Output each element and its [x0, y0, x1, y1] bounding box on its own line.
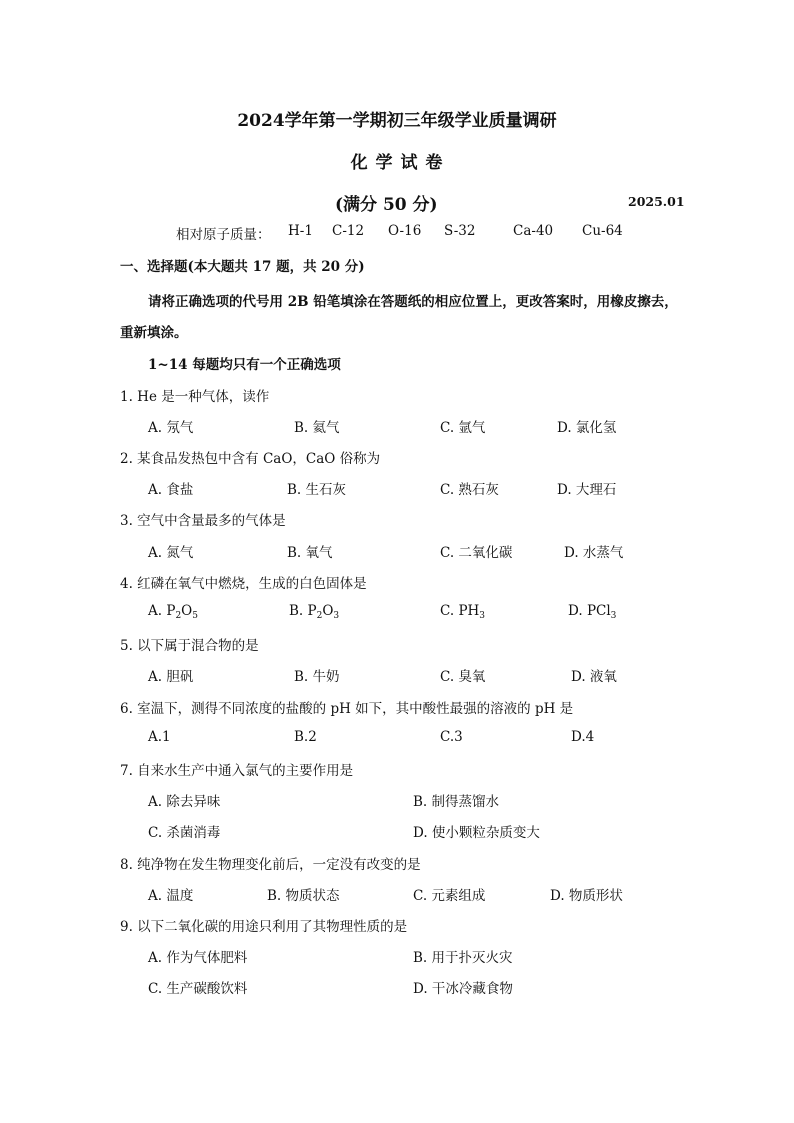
subject-title: 化 学 试 卷	[350, 153, 444, 173]
option-c: C. 臭氧	[440, 669, 486, 685]
option-c: C. 元素组成	[413, 888, 486, 904]
option-a: A. 除去异味	[148, 794, 221, 810]
option-c: C. 杀菌消毒	[148, 825, 221, 841]
option-a: A. 氖气	[148, 420, 194, 436]
option-b-formula: B. $P_2O_3$	[289, 603, 340, 621]
option-a: A. 氮气	[148, 545, 194, 561]
section-heading: 一、选择题(本大题共 17 题，共 20 分)	[120, 259, 365, 275]
option-a-formula: A. $P_2O_5$	[148, 603, 198, 621]
exam-date: 2025.01	[628, 194, 685, 209]
option-b: B. 生石灰	[287, 482, 347, 498]
option-b: B. 制得蒸馏水	[413, 794, 500, 810]
option-b: B. 氧气	[287, 545, 333, 561]
option-c: C.3	[440, 729, 463, 745]
option-b: B. 用于扑灭火灾	[413, 950, 513, 966]
atomic-mass-cu: Cu-64	[582, 223, 623, 239]
instruction-line-1: 请将正确选项的代号用 2B 铅笔填涂在答题纸的相应位置上，更改答案时，用橡皮擦去，	[148, 294, 678, 310]
option-a: A. 温度	[148, 888, 194, 904]
option-d: D. 大理石	[557, 482, 617, 498]
option-c: C. 二氧化碳	[440, 545, 513, 561]
atomic-mass-o: O-16	[388, 223, 422, 239]
question-stem: 7. 自来水生产中通入氯气的主要作用是	[120, 763, 354, 779]
option-b: B. 牛奶	[294, 669, 340, 685]
option-d: D. 干冰冷藏食物	[413, 981, 513, 997]
atomic-mass-c: C-12	[332, 223, 365, 239]
sub-heading: 1~14 每题均只有一个正确选项	[148, 357, 341, 373]
option-b: B. 氦气	[294, 420, 340, 436]
option-c-formula: C. $PH_3$	[440, 603, 486, 621]
option-d-formula: D. PCl$_3$	[568, 603, 617, 621]
question-stem: 1. He 是一种气体，读作	[120, 389, 270, 405]
option-b: B. 物质状态	[267, 888, 340, 904]
question-stem: 5. 以下属于混合物的是	[120, 638, 259, 654]
option-c: C. 生产碳酸饮料	[148, 981, 248, 997]
question-stem: 3. 空气中含量最多的气体是	[120, 513, 286, 529]
question-stem: 9. 以下二氧化碳的用途只利用了其物理性质的是	[120, 919, 408, 935]
atomic-mass-ca: Ca-40	[513, 223, 554, 239]
question-stem: 4. 红磷在氧气中燃烧，生成的白色固体是	[120, 576, 367, 592]
full-score: (满分 50 分)	[335, 195, 438, 215]
atomic-mass-label: 相对原子质量：	[176, 227, 271, 243]
option-c: C. 氩气	[440, 420, 486, 436]
option-a: A. 食盐	[148, 482, 194, 498]
option-b: B.2	[294, 729, 317, 745]
option-d: D. 氯化氢	[557, 420, 617, 436]
option-d: D. 物质形状	[550, 888, 623, 904]
question-stem: 6. 室温下，测得不同浓度的盐酸的 pH 如下，其中酸性最强的溶液的 pH 是	[120, 701, 574, 717]
option-d: D. 液氧	[571, 669, 617, 685]
atomic-mass-s: S-32	[444, 223, 476, 239]
exam-title: 2024学年第一学期初三年级学业质量调研	[237, 111, 557, 131]
question-stem: 2. 某食品发热包中含有 CaO，CaO 俗称为	[120, 451, 381, 467]
option-a: A. 作为气体肥料	[148, 950, 248, 966]
option-c: C. 熟石灰	[440, 482, 499, 498]
option-a: A. 胆矾	[148, 669, 194, 685]
question-stem: 8. 纯净物在发生物理变化前后，一定没有改变的是	[120, 857, 421, 873]
atomic-mass-h: H-1	[288, 223, 313, 239]
option-a: A.1	[148, 729, 171, 745]
option-d: D. 使小颗粒杂质变大	[413, 825, 540, 841]
instruction-line-2: 重新填涂。	[120, 325, 188, 341]
option-d: D.4	[571, 729, 595, 745]
option-d: D. 水蒸气	[564, 545, 624, 561]
